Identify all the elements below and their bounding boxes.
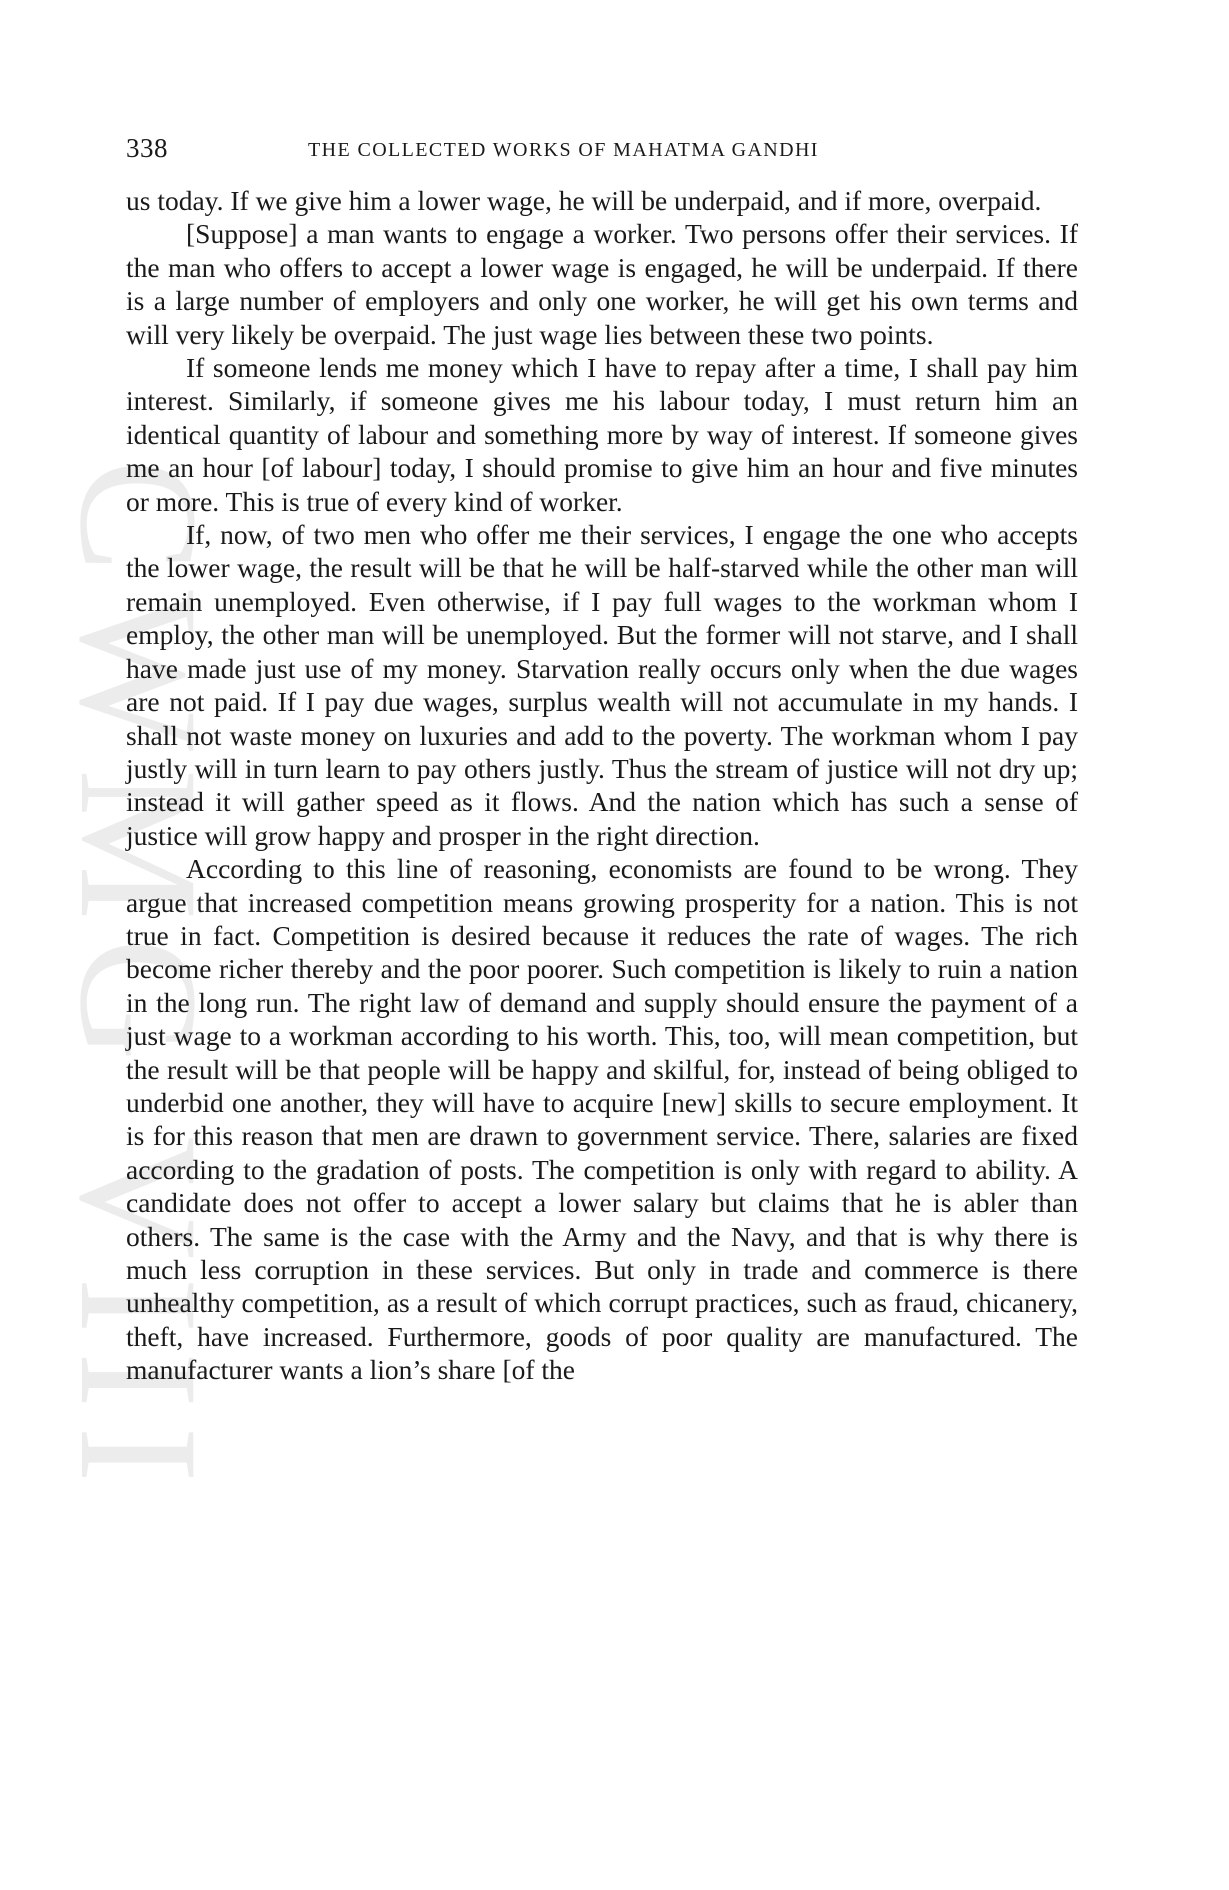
paragraph-continuation: us today. If we give him a lower wage, he will be underpaid, and if more, overpaid.	[126, 185, 1042, 216]
paragraph-competition: According to this line of reasoning, economists are found to be wrong. They argue that increased competition means growing prosperity for a nation. This is not true in fact. Competition is desired because it reduces the rate of wages. The rich become richer thereby and the poor poorer. Such competition is likely to ruin a nation in the long run. The right law of demand and supply should ensure the payment of a just wage to a workman according to his worth. This, too, will mean competition, but the result will be that people will be happy and skilful, for, instead of being obliged to underbid one another, they will have to acquire [new] skills to secure employment. It is for this reason that men are drawn to government service. There, salaries are fixed according to the gradation of posts. The competition is only with regard to ability. A candidate does not offer to accept a lower salary but claims that he is abler than others. The same is the case with the Army and the Navy, and that is why there is much less corruption in these services. But only in trade and commerce is there unhealthy competition, as a result of which corrupt practices, such as fraud, chicanery, theft, have increased. Furthermore, goods of poor quality are manufactured. The manufacturer wants a lion’s share [of the	[126, 853, 1078, 1386]
watermark-text: CWMG VIII	[45, 459, 233, 1501]
running-head: THE COLLECTED WORKS OF MAHATMA GANDHI	[308, 139, 819, 161]
body-text	[126, 184, 1078, 1387]
paragraph-just-wage: [Suppose] a man wants to engage a worker. Two persons offer their services. If the man who offers to accept a lower wage is engaged, he will be underpaid. If there is a large number of employers and only one worker, he will get his own terms and will very likely be overpaid. The just wage lies between these two points.	[126, 218, 1078, 350]
page-header	[126, 132, 1078, 172]
page-number: 338	[126, 133, 168, 163]
paragraph-interest: If someone lends me money which I have to repay after a time, I shall pay him interest. Similarly, if someone gives me his labour today, I must return him an identical quantity of labour and something more by way of interest. If someone gives me an hour [of labour] today, I should promise to give him an hour and five minutes or more. This is true of every kind of worker.	[126, 352, 1078, 517]
paragraph-justice: If, now, of two men who offer me their services, I engage the one who accepts the lower wage, the result will be that he will be half-starved while the other man will remain unemployed. Even otherwise, if I pay full wages to the workman whom I employ, the other man will be unemployed. But the former will not starve, and I shall have made just use of my money. Starvation really occurs only when the due wages are not paid. If I pay due wages, surplus wealth will not accumulate in my hands. I shall not waste money on luxuries and add to the poverty. The workman whom I pay justly will in turn learn to pay others justly. Thus the stream of justice will not dry up; instead it will gather speed as it flows. And the nation which has such a sense of justice will grow happy and prosper in the right direction.	[126, 519, 1078, 851]
